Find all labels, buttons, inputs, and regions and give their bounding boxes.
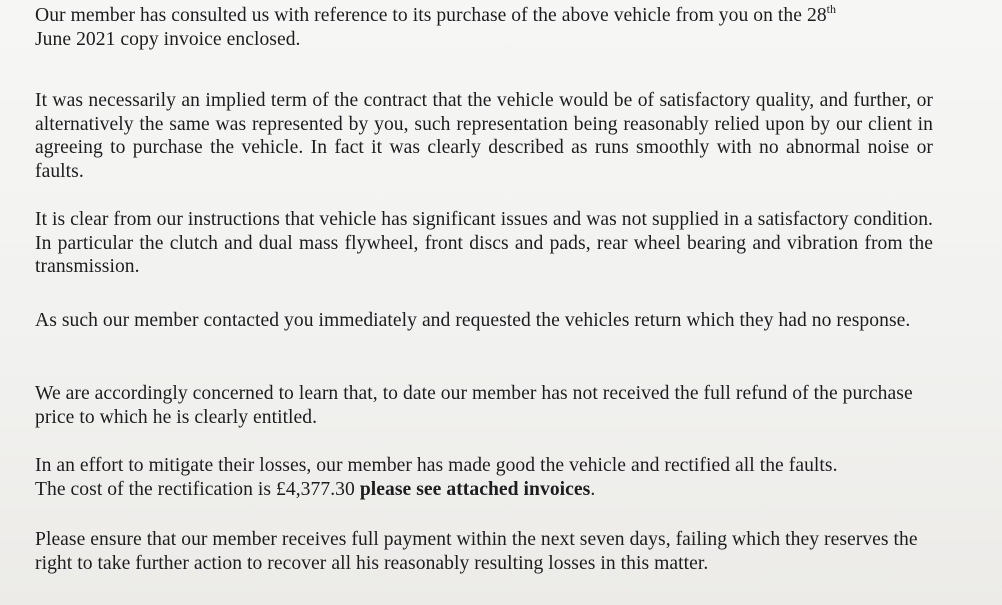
- mitigation-text: In an effort to mitigate their losses, our member has made good the vehicle and rectified all the faults.: [35, 455, 838, 476]
- cost-text: The cost of the rectification is £4,377.30: [35, 478, 360, 500]
- ordinal-suffix: th: [826, 2, 837, 16]
- attached-invoices-note: please see attached invoices: [359, 478, 591, 500]
- paragraph-vehicle-issues: It is clear from our instructions that vehicle has significant issues and was not supplied in a satisfactory condition. In particular the clutch and dual mass flywheel, front discs and pads, rear wheel bearing and vibration from the transmission.: [35, 209, 933, 277]
- paragraph-rectification-cost: [35, 454, 933, 501]
- paragraph-contact-attempt: As such our member contacted you immediately and requested the vehicles return which they had no response.: [35, 310, 911, 331]
- consultation-date-text: June 2021 copy invoice enclosed.: [35, 28, 301, 50]
- paragraph-consultation: [35, 4, 933, 51]
- paragraph-implied-term: It was necessarily an implied term of the contract that the vehicle would be of satisfactory quality, and further, or alternatively the same was represented by you, such representation being reasonably relied upon by our client in agreeing to purchase the vehicle. In fact it was clearly described as runs smoothly with no abnormal noise or faults.: [35, 90, 933, 182]
- paragraph-refund-concern: We are accordingly concerned to learn that, to date our member has not received the full refund of the purchase price to which he is clearly entitled.: [35, 383, 913, 428]
- paragraph-payment-demand: Please ensure that our member receives full payment within the next seven days, failing which they reserves the right to take further action to recover all his reasonably resulting losses in this matter.: [35, 529, 918, 574]
- consultation-text: Our member has consulted us with reference to its purchase of the above vehicle from you on the 28: [35, 5, 827, 26]
- cost-period: .: [590, 478, 596, 500]
